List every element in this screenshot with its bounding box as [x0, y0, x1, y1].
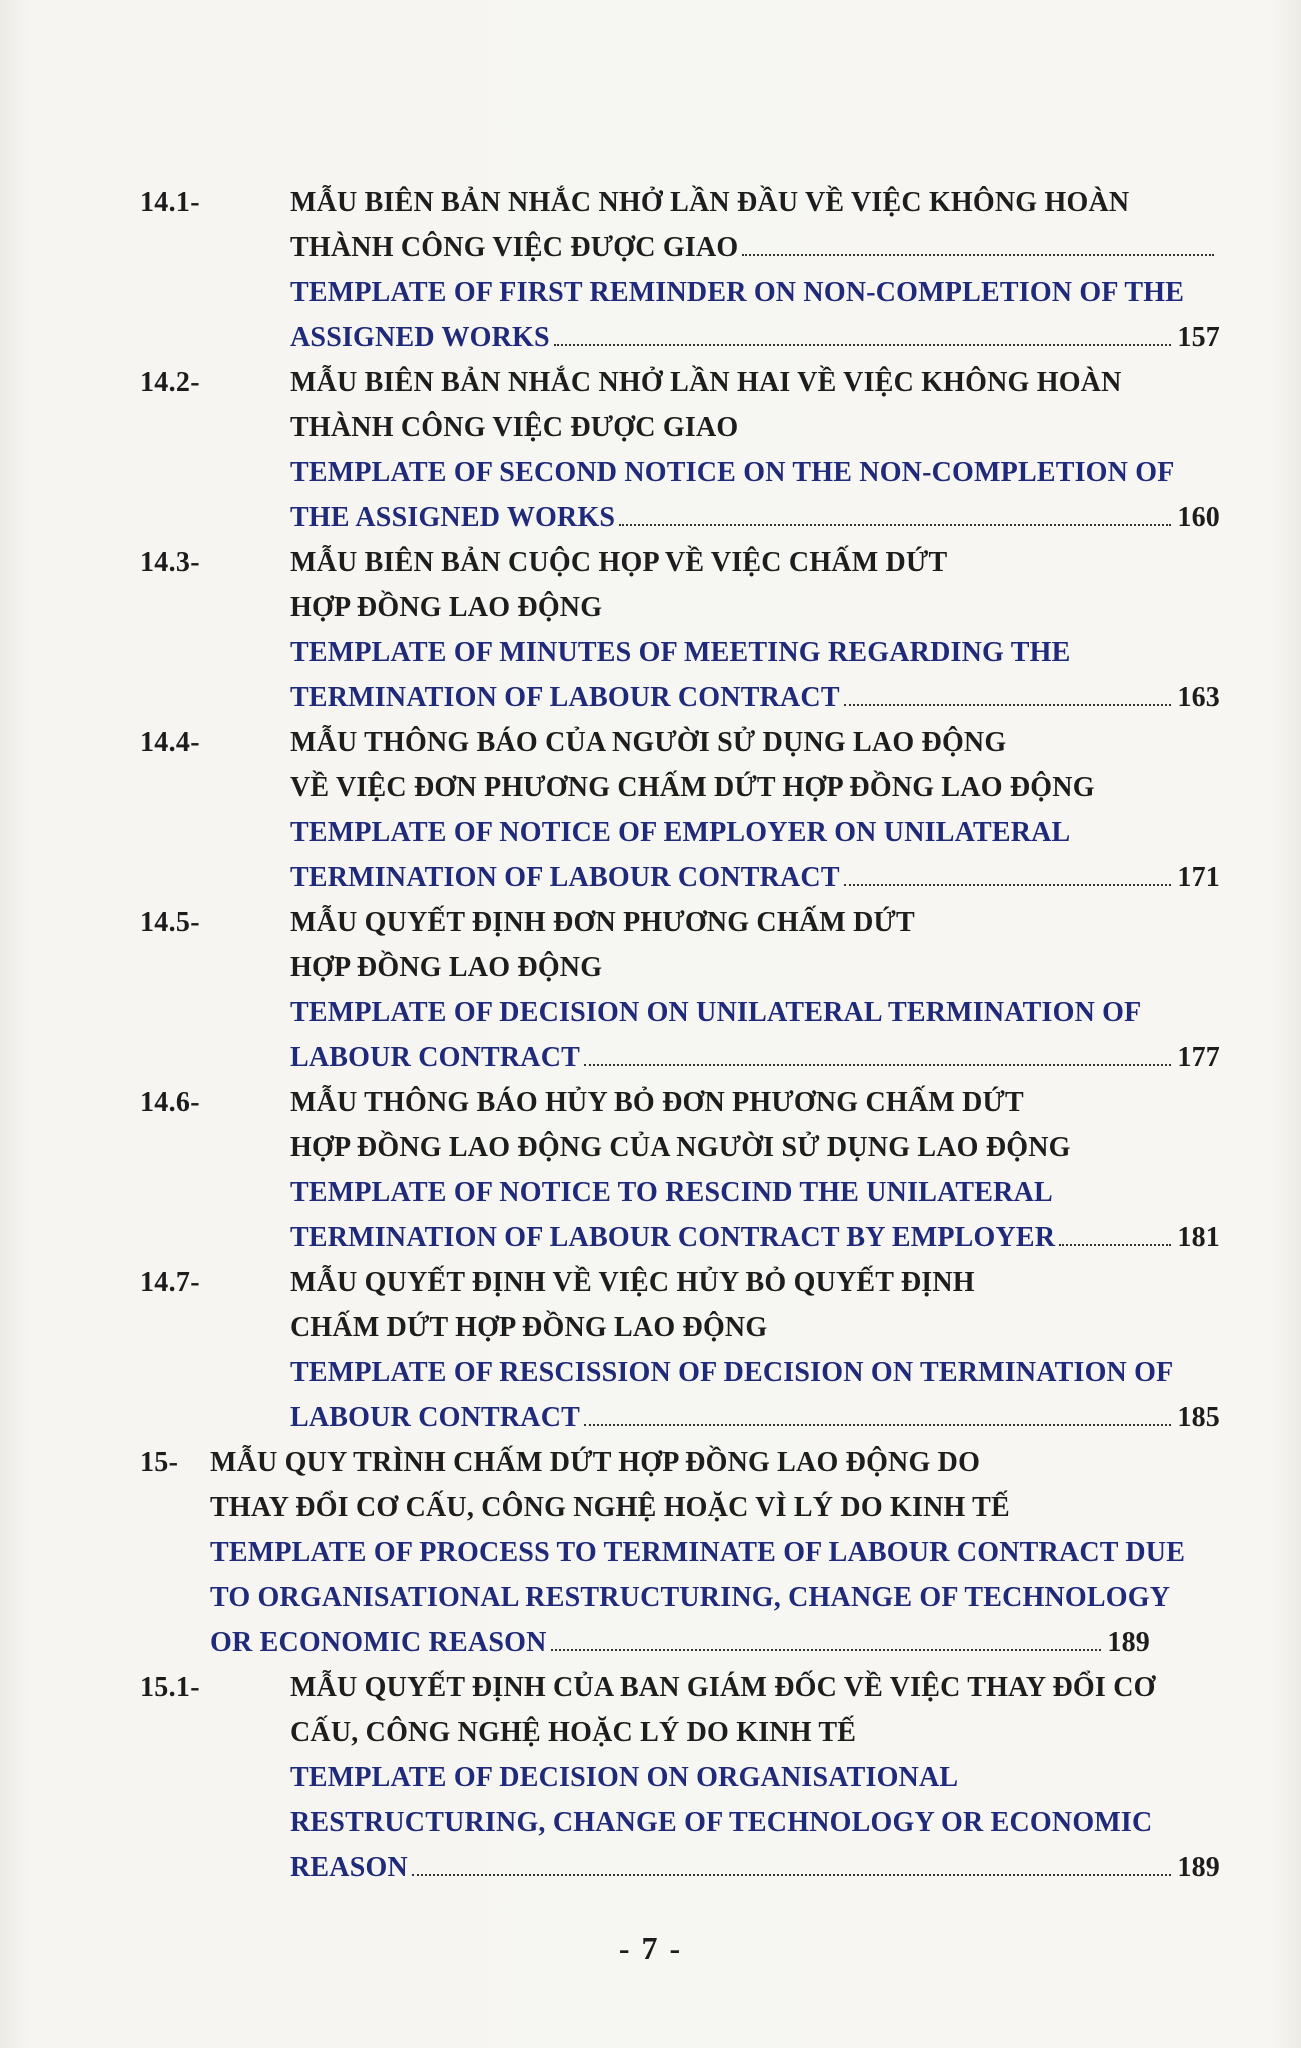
english-title-line [290, 1035, 1220, 1080]
page-reference: 160 [1177, 502, 1220, 533]
vietnamese-title-line: MẪU QUYẾT ĐỊNH CỦA BAN GIÁM ĐỐC VỀ VIỆC THAY ĐỔI CƠ [290, 1672, 1156, 1703]
toc-entry [140, 540, 1220, 720]
vietnamese-title-line: THAY ĐỔI CƠ CẤU, CÔNG NGHỆ HOẶC VÌ LÝ DO KINH TẾ [210, 1492, 1010, 1523]
toc-entry [140, 1665, 1220, 1890]
vietnamese-title-line [290, 225, 1220, 270]
entry-body [290, 900, 1220, 1080]
entry-number: 15- [140, 1447, 179, 1478]
entry-number: 14.4- [140, 727, 200, 758]
dot-leader [742, 254, 1214, 256]
english-title-line [290, 1395, 1220, 1440]
dot-leader [412, 1874, 1172, 1876]
page-number: - 7 - [618, 1930, 683, 1966]
toc-entry [140, 360, 1220, 540]
vietnamese-title-line: MẪU QUYẾT ĐỊNH ĐƠN PHƯƠNG CHẤM DỨT [290, 907, 915, 938]
vietnamese-title-line: CẤU, CÔNG NGHỆ HOẶC LÝ DO KINH TẾ [290, 1717, 857, 1748]
dot-leader [551, 1649, 1102, 1651]
english-title-line: TEMPLATE OF SECOND NOTICE ON THE NON-COMPLETION OF [290, 457, 1175, 488]
entry-body [290, 180, 1220, 360]
toc-entry [140, 1440, 1186, 1665]
vietnamese-title-line: MẪU BIÊN BẢN NHẮC NHỞ LẦN ĐẦU VỀ VIỆC KHÔNG HOÀN [290, 187, 1130, 218]
vietnamese-title-line: MẪU THÔNG BÁO CỦA NGƯỜI SỬ DỤNG LAO ĐỘNG [290, 727, 1007, 758]
english-title-text: TERMINATION OF LABOUR CONTRACT [290, 862, 840, 893]
vietnamese-title-line: HỢP ĐỒNG LAO ĐỘNG [290, 592, 603, 623]
page-reference: 171 [1177, 862, 1220, 893]
vietnamese-title-line: MẪU BIÊN BẢN NHẮC NHỞ LẦN HAI VỀ VIỆC KHÔNG HOÀN [290, 367, 1122, 398]
english-title-line: TEMPLATE OF DECISION ON ORGANISATIONAL [290, 1762, 959, 1793]
vietnamese-title-line: HỢP ĐỒNG LAO ĐỘNG CỦA NGƯỜI SỬ DỤNG LAO ĐỘNG [290, 1132, 1071, 1163]
table-of-contents [140, 180, 1220, 1890]
page-reference: 177 [1177, 1042, 1220, 1073]
english-title-text: TERMINATION OF LABOUR CONTRACT [290, 682, 840, 713]
english-title-line [290, 675, 1220, 720]
vietnamese-title-line: MẪU QUYẾT ĐỊNH VỀ VIỆC HỦY BỎ QUYẾT ĐỊNH [290, 1267, 975, 1298]
toc-entry [140, 1260, 1220, 1440]
entry-body [290, 1080, 1220, 1260]
dot-leader [1059, 1244, 1171, 1246]
english-title-text: THE ASSIGNED WORKS [290, 502, 616, 533]
dot-leader [844, 884, 1172, 886]
english-title-line: TEMPLATE OF MINUTES OF MEETING REGARDING THE [290, 637, 1071, 668]
english-title-text: REASON [290, 1852, 408, 1883]
entry-number: 14.7- [140, 1267, 200, 1298]
vietnamese-title-line: MẪU THÔNG BÁO HỦY BỎ ĐƠN PHƯƠNG CHẤM DỨT [290, 1087, 1024, 1118]
english-title-line: TEMPLATE OF NOTICE TO RESCIND THE UNILATERAL [290, 1177, 1053, 1208]
english-title-line [290, 1215, 1220, 1260]
entry-number: 14.6- [140, 1087, 200, 1118]
english-title-line: TEMPLATE OF PROCESS TO TERMINATE OF LABOUR CONTRACT DUE [210, 1537, 1186, 1568]
english-title-line: RESTRUCTURING, CHANGE OF TECHNOLOGY OR ECONOMIC [290, 1807, 1153, 1838]
page-reference: 163 [1177, 682, 1220, 713]
page-reference: 181 [1177, 1222, 1220, 1253]
vietnamese-title-line: MẪU BIÊN BẢN CUỘC HỌP VỀ VIỆC CHẤM DỨT [290, 547, 948, 578]
english-title-text: LABOUR CONTRACT [290, 1042, 581, 1073]
english-title-text: ASSIGNED WORKS [290, 322, 550, 353]
dot-leader [619, 524, 1171, 526]
entry-number: 14.5- [140, 907, 200, 938]
entry-body [290, 360, 1220, 540]
entry-body [290, 1260, 1220, 1440]
english-title-line: TEMPLATE OF FIRST REMINDER ON NON-COMPLETION OF THE [290, 277, 1185, 308]
english-title-line [290, 855, 1220, 900]
entry-number: 14.2- [140, 367, 200, 398]
dot-leader [584, 1424, 1171, 1426]
page-reference: 157 [1177, 322, 1220, 353]
entry-body [290, 1665, 1220, 1890]
vietnamese-title-line: CHẤM DỨT HỢP ĐỒNG LAO ĐỘNG [290, 1312, 768, 1343]
english-title-line [290, 1845, 1220, 1890]
entry-number: 14.3- [140, 547, 200, 578]
english-title-line: TEMPLATE OF DECISION ON UNILATERAL TERMINATION OF [290, 997, 1142, 1028]
english-title-line [290, 315, 1220, 360]
entry-body [290, 540, 1220, 720]
toc-entry [140, 180, 1220, 360]
english-title-line [290, 495, 1220, 540]
vietnamese-title-line: VỀ VIỆC ĐƠN PHƯƠNG CHẤM DỨT HỢP ĐỒNG LAO ĐỘNG [290, 772, 1095, 803]
english-title-text: LABOUR CONTRACT [290, 1402, 581, 1433]
toc-entry [140, 900, 1220, 1080]
vietnamese-title-line: THÀNH CÔNG VIỆC ĐƯỢC GIAO [290, 412, 739, 443]
page-reference: 189 [1177, 1852, 1220, 1883]
english-title-line: TEMPLATE OF NOTICE OF EMPLOYER ON UNILATERAL [290, 817, 1071, 848]
english-title-text: TERMINATION OF LABOUR CONTRACT BY EMPLOYER [290, 1222, 1056, 1253]
toc-entry [140, 1080, 1220, 1260]
page-reference: 185 [1177, 1402, 1220, 1433]
toc-entry [140, 720, 1220, 900]
vietnamese-title-text: THÀNH CÔNG VIỆC ĐƯỢC GIAO [290, 232, 739, 263]
entry-body [290, 720, 1220, 900]
dot-leader [844, 704, 1172, 706]
dot-leader [554, 344, 1172, 346]
entry-number: 15.1- [140, 1672, 200, 1703]
english-title-line: TO ORGANISATIONAL RESTRUCTURING, CHANGE OF TECHNOLOGY [210, 1582, 1171, 1613]
vietnamese-title-line: MẪU QUY TRÌNH CHẤM DỨT HỢP ĐỒNG LAO ĐỘNG DO [210, 1447, 981, 1478]
entry-number: 14.1- [140, 187, 200, 218]
entry-body [210, 1440, 1186, 1665]
vietnamese-title-line: HỢP ĐỒNG LAO ĐỘNG [290, 952, 603, 983]
page-reference: 189 [1107, 1627, 1150, 1658]
english-title-line [210, 1620, 1150, 1665]
english-title-line: TEMPLATE OF RESCISSION OF DECISION ON TERMINATION OF [290, 1357, 1174, 1388]
dot-leader [584, 1064, 1171, 1066]
english-title-text: OR ECONOMIC REASON [210, 1627, 547, 1658]
